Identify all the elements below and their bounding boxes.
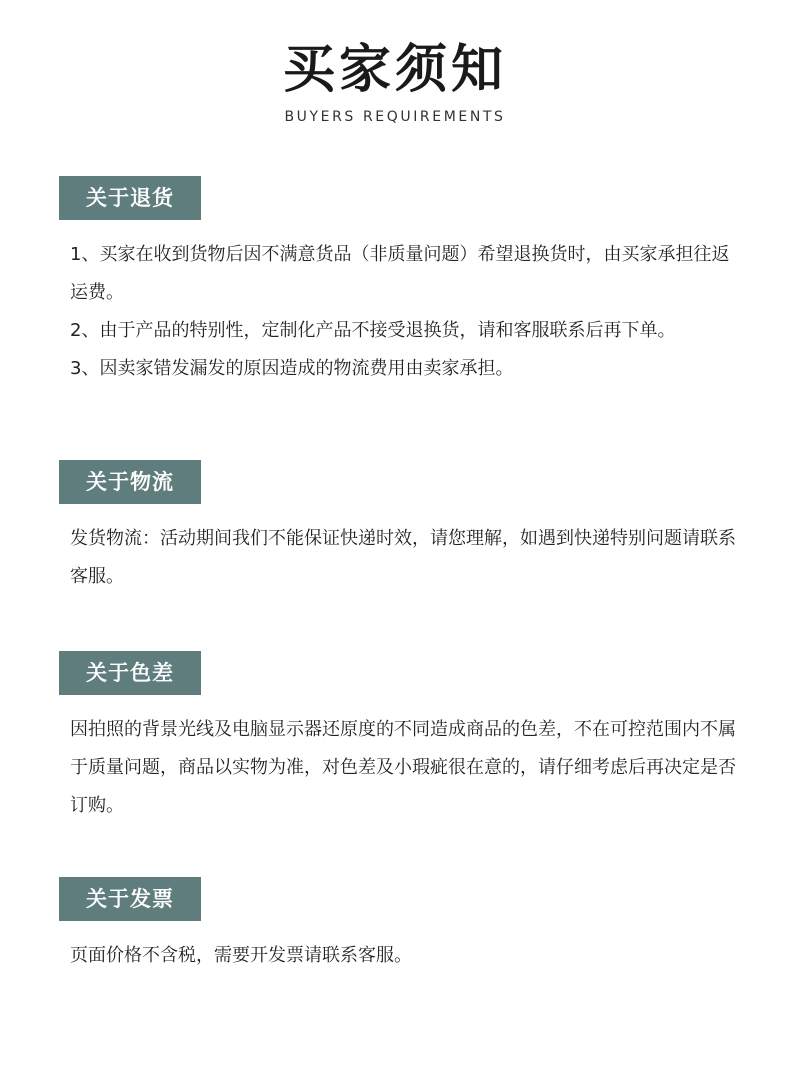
section-body-invoice	[59, 937, 739, 975]
returns-paragraph-2: 2、由于产品的特别性，定制化产品不接受退换货，请和客服联系后再下单。	[70, 320, 676, 341]
section-returns	[59, 176, 739, 388]
section-body-logistics	[59, 520, 739, 596]
returns-paragraph-3: 3、因卖家错发漏发的原因造成的物流费用由卖家承担。	[70, 358, 514, 379]
logistics-paragraph-1: 发货物流：活动期间我们不能保证快递时效，请您理解，如遇到快递特别问题请联系客服。	[70, 528, 736, 587]
returns-paragraph-1: 1、买家在收到货物后因不满意货品（非质量问题）希望退换货时，由买家承担往返运费。	[70, 244, 730, 303]
color-difference-paragraph-1: 因拍照的背景光线及电脑显示器还原度的不同造成商品的色差，不在可控范围内不属于质量问题，商品以实物为准，对色差及小瑕疵很在意的，请仔细考虑后再决定是否订购。	[70, 719, 736, 816]
page-header	[0, 38, 790, 126]
section-heading-returns: 关于退货	[59, 176, 201, 220]
section-body-color-difference	[59, 711, 739, 825]
section-heading-color-difference: 关于色差	[59, 651, 201, 695]
page-title: 买家须知	[282, 40, 507, 100]
section-invoice	[59, 877, 739, 975]
invoice-paragraph-1: 页面价格不含税，需要开发票请联系客服。	[70, 945, 412, 966]
section-heading-logistics: 关于物流	[59, 460, 201, 504]
section-body-returns	[59, 236, 739, 388]
page-subtitle: BUYERS REQUIREMENTS	[284, 109, 506, 125]
section-logistics	[59, 460, 739, 596]
section-heading-invoice: 关于发票	[59, 877, 201, 921]
section-color-difference	[59, 651, 739, 825]
